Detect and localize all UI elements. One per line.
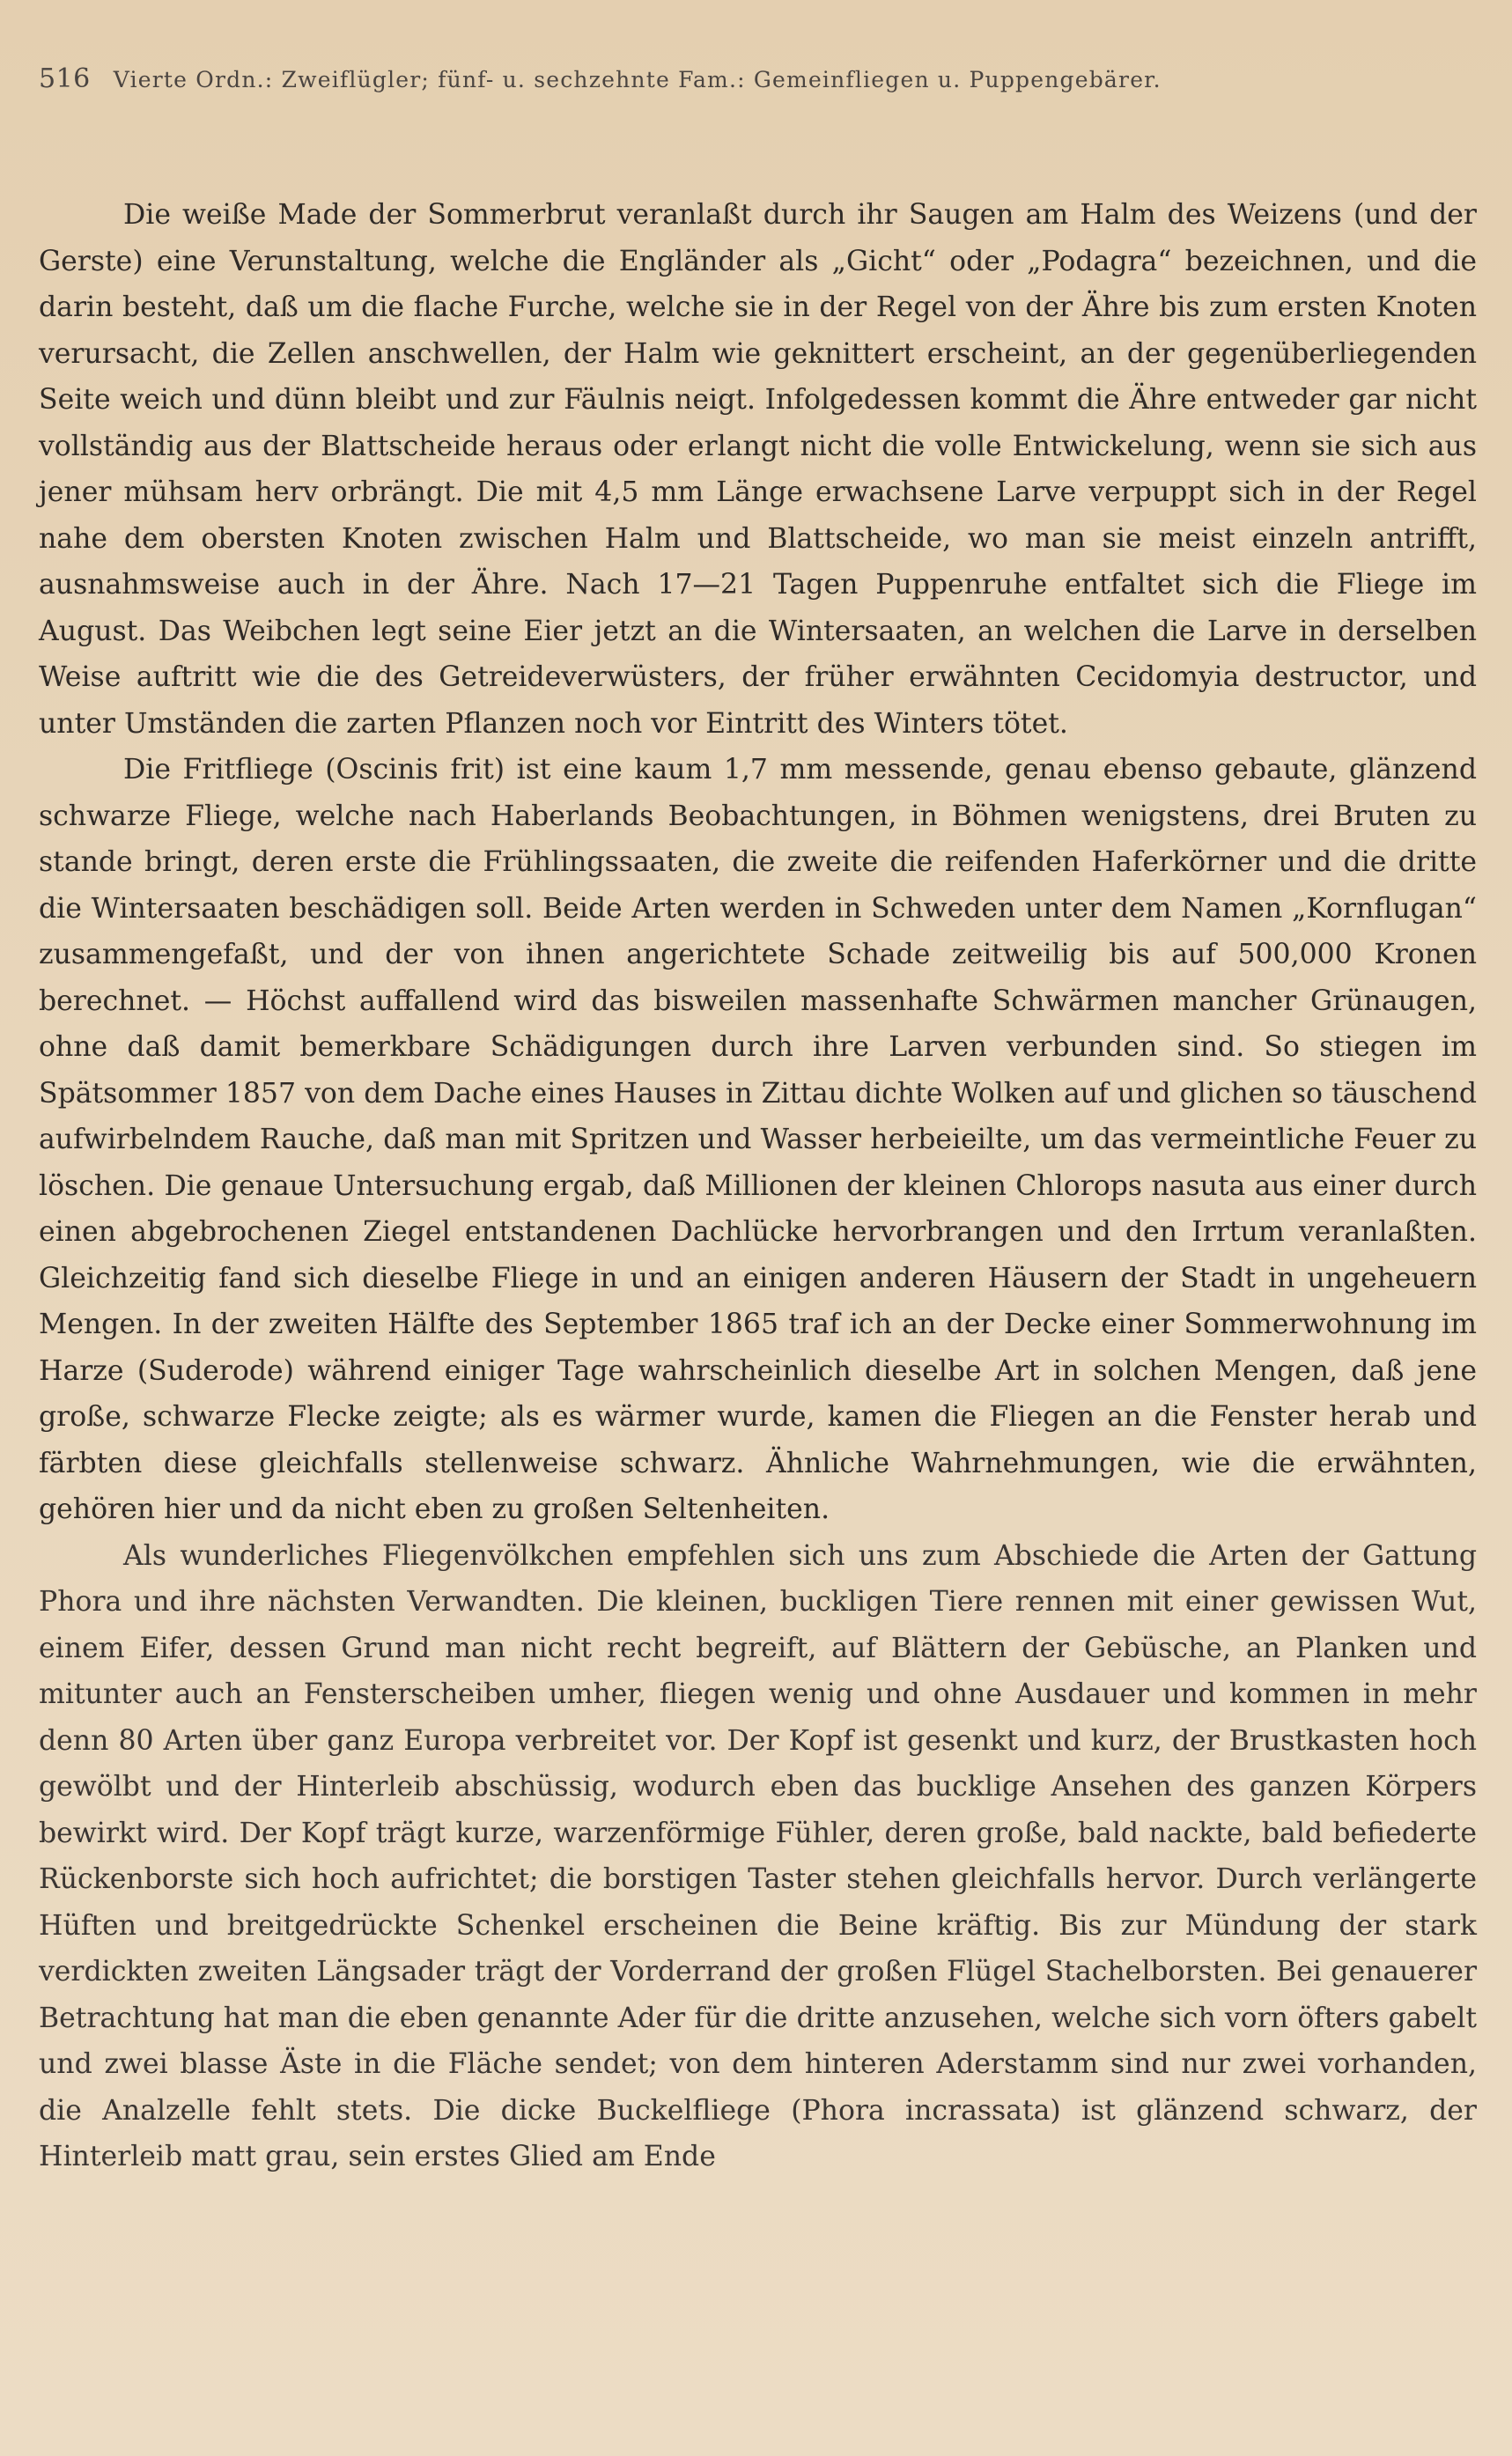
paragraph-1: Die weiße Made der Sommerbrut veranlaßt durch ihr Saugen am Halm des Weizens (und der Gerste) eine Verunstaltung, welche die Engländer als „Gicht“ oder „Podagra“ bezeichnen, und die darin besteht, daß um die flache Furche, welche sie in der Regel von der Ähre bis zum ersten Knoten verursacht, die Zellen anschwellen, der Halm wie geknittert erscheint, an der gegenüberliegenden Seite weich und dünn bleibt und zur Fäulnis neigt. Infolgedessen kommt die Ähre entweder gar nicht vollständig aus der Blattscheide heraus oder erlangt nicht die volle Entwickelung, wenn sie sich aus jener mühsam herv orbrängt. Die mit 4,5 mm Länge erwachsene Larve verpuppt sich in der Regel nahe dem obersten Knoten zwischen Halm und Blattscheide, wo man sie meist einzeln antrifft, ausnahmsweise auch in der Ähre. Nach 17—21 Tagen Puppenruhe entfaltet sich die Fliege im August. Das Weibchen legt seine Eier jetzt an die Wintersaaten, an welchen die Larve in derselben Weise auftritt wie die des Getreideverwüsters, der früher erwähnten Cecidomyia destructor, und unter Umständen die zarten Pflanzen noch vor Eintritt des Winters tötet. <box>39 199 1477 740</box>
paragraph-3: Als wunderliches Fliegenvölkchen empfehlen sich uns zum Abschiede die Arten der Gattung Phora und ihre nächsten Verwandten. Die kleinen, buckligen Tiere rennen mit einer gewissen Wut, einem Eifer, dessen Grund man nicht recht begreift, auf Blättern der Gebüsche, an Planken und mitunter auch an Fensterscheiben umher, fliegen wenig und ohne Ausdauer und kommen in mehr denn 80 Arten über ganz Europa verbreitet vor. Der Kopf ist gesenkt und kurz, der Brustkasten hoch gewölbt und der Hinterleib abschüssig, wodurch eben das bucklige Ansehen des ganzen Körpers bewirkt wird. Der Kopf trägt kurze, warzenförmige Fühler, deren große, bald nackte, bald befiederte Rückenborste sich hoch aufrichtet; die borstigen Taster stehen gleichfalls hervor. Durch verlängerte Hüften und breitgedrückte Schenkel erscheinen die Beine kräftig. Bis zur Mündung der stark verdickten zweiten Längsader trägt der Vorderrand der großen Flügel Stachelborsten. Bei genauerer Betrachtung hat man die eben genannte Ader für die dritte anzusehen, welche sich vorn öfters gabelt und zwei blasse Äste in die Fläche sendet; von dem hinteren Aderstamm sind nur zwei vorhanden, die Analzelle fehlt stets. Die dicke Buckelfliege (Phora incrassata) ist glänzend schwarz, der Hinterleib matt grau, sein erstes Glied am Ende <box>39 1539 1477 2172</box>
body-text <box>39 192 1477 2180</box>
paragraph-2: Die Fritfliege (Oscinis frit) ist eine kaum 1,7 mm messende, genau ebenso gebaute, glänzend schwarze Fliege, welche nach Haberlands Beobachtungen, in Böhmen wenigstens, drei Bruten zu stande bringt, deren erste die Frühlingssaaten, die zweite die reifenden Haferkörner und die dritte die Wintersaaten beschädigen soll. Beide Arten werden in Schweden unter dem Namen „Kornflugan“ zusammengefaßt, und der von ihnen angerichtete Schade zeitweilig bis auf 500,000 Kronen berechnet. — Höchst auffallend wird das bisweilen massenhafte Schwärmen mancher Grünaugen, ohne daß damit bemerkbare Schädigungen durch ihre Larven verbunden sind. So stiegen im Spätsommer 1857 von dem Dache eines Hauses in Zittau dichte Wolken auf und glichen so täuschend aufwirbelndem Rauche, daß man mit Spritzen und Wasser herbeieilte, um das vermeintliche Feuer zu löschen. Die genaue Untersuchung ergab, daß Millionen der kleinen Chlorops nasuta aus einer durch einen abgebrochenen Ziegel entstandenen Dachlücke hervorbrangen und den Irrtum veranlaßten. Gleichzeitig fand sich dieselbe Fliege in und an einigen anderen Häusern der Stadt in ungeheuern Mengen. In der zweiten Hälfte des September 1865 traf ich an der Decke einer Sommerwohnung im Harze (Suderode) während einiger Tage wahrscheinlich dieselbe Art in solchen Mengen, daß jene große, schwarze Flecke zeigte; als es wärmer wurde, kamen die Fliegen an die Fenster herab und färbten diese gleichfalls stellenweise schwarz. Ähnliche Wahrnehmungen, wie die erwähnten, gehören hier und da nicht eben zu großen Seltenheiten. <box>39 754 1477 1525</box>
running-head: Vierte Ordn.: Zweiflügler; fünf- u. sechzehnte Fam.: Gemeinfliegen u. Puppengebärer. <box>113 67 1162 92</box>
page-number: 516 <box>39 63 91 94</box>
page-header <box>39 63 1477 109</box>
